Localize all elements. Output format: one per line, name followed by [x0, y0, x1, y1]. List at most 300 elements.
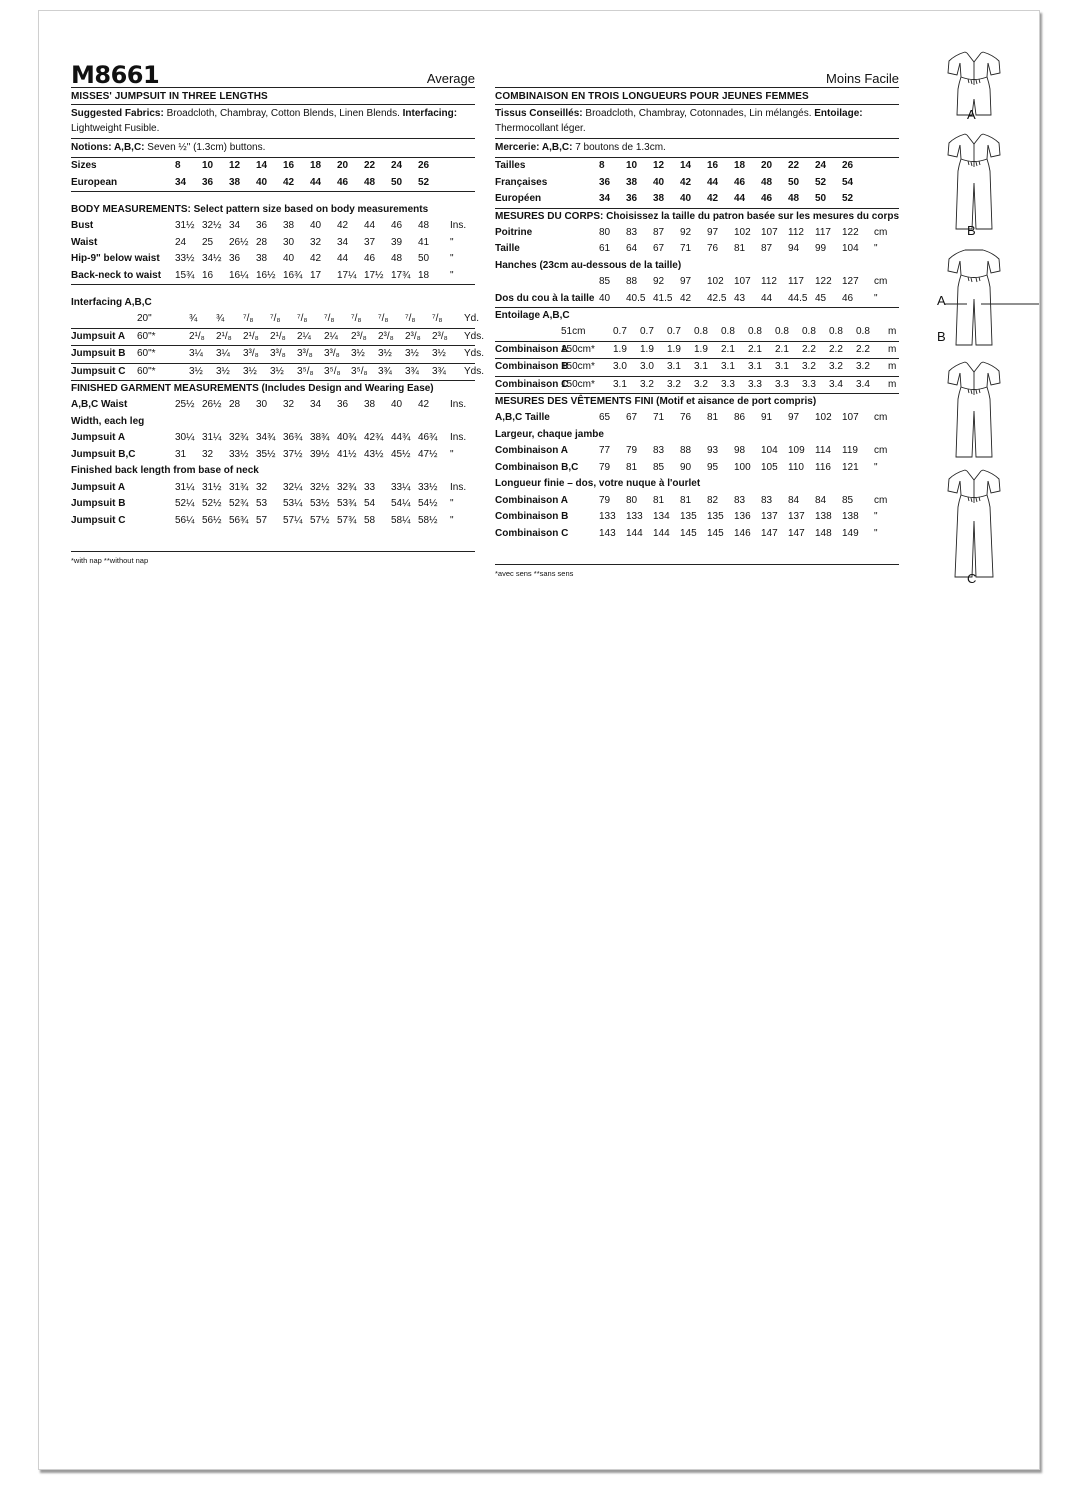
table-cell: 12 [229, 160, 241, 171]
table-row [495, 443, 899, 460]
table-cell: 36 [202, 176, 214, 188]
fabric-width: 60"* [137, 330, 156, 342]
table-cell: 46 [842, 292, 854, 304]
table-cell: 2¼ [297, 330, 311, 342]
row-label: Combinaison B [495, 361, 569, 372]
table-cell: 1.9 [640, 343, 654, 355]
table-row [495, 191, 899, 208]
table-row [71, 175, 475, 192]
table-cell: 28 [256, 236, 268, 248]
table-cell: 58 [364, 514, 376, 526]
table-cell: 24 [175, 236, 187, 248]
table-cell: 32½ [202, 220, 222, 231]
table-cell: 133 [626, 511, 643, 522]
table-cell: 147 [788, 527, 805, 539]
table-cell: 46 [761, 193, 773, 204]
interfacing-text-fr: Thermocollant léger. [495, 123, 586, 134]
table-cell: 39 [391, 236, 403, 248]
figure-letter: A [937, 293, 946, 308]
table-cell: 38 [653, 193, 665, 204]
unit-label: " [450, 253, 454, 264]
table-cell: 33½ [175, 253, 195, 264]
figure-letter: C [967, 571, 977, 586]
table-cell: 83 [761, 494, 773, 506]
table-cell: 36 [229, 253, 241, 264]
row-label: A,B,C Waist [71, 399, 128, 410]
table-cell: 83 [653, 445, 665, 456]
table-cell: 88 [680, 445, 692, 456]
table-cell: 34½ [202, 253, 222, 264]
interfacing-text: Lightweight Fusible. [71, 123, 160, 134]
table-cell: 3.3 [748, 378, 762, 390]
table-cell: 42 [680, 292, 692, 304]
row-label: Combinaison C [495, 527, 569, 539]
notions-text-fr: 7 boutons de 1.3cm. [572, 142, 666, 153]
table-row [71, 430, 475, 447]
table-cell: 110 [788, 461, 804, 473]
table-cell: 57 [256, 514, 268, 526]
table-cell: 0.7 [640, 326, 654, 337]
table-cell: 112 [788, 226, 804, 238]
fabrics-text-fr: Broadcloth, Chambray, Cotonnades, Lin mélangés. [582, 108, 815, 119]
table-cell: 58¼ [391, 514, 411, 526]
table-cell: ⁷/₈ [324, 313, 335, 324]
table-row [495, 377, 899, 394]
table-cell: 85 [653, 461, 665, 473]
fabrics-paragraph-fr [495, 105, 899, 139]
table-cell: 143 [599, 527, 616, 539]
table-cell: 0.8 [775, 326, 789, 337]
table-cell: 38 [626, 176, 638, 188]
table-cell: 40 [283, 253, 295, 264]
table-cell: 40 [599, 292, 611, 304]
table-cell: 2³/₈ [351, 330, 367, 342]
table-cell: 93 [707, 445, 719, 456]
table-row [495, 291, 899, 308]
table-cell: 85 [842, 494, 854, 506]
table-row [495, 274, 899, 291]
table-row [71, 218, 475, 235]
unit-label: cm [874, 226, 888, 238]
table-cell: 41½ [337, 448, 357, 460]
section-title: BODY MEASUREMENTS: Select pattern size based on body measurements [71, 204, 429, 215]
table-cell: 43 [734, 292, 746, 304]
table-cell: 146 [734, 527, 751, 539]
notions-label: Notions: A,B,C: [71, 142, 145, 153]
table-row [71, 268, 475, 285]
fabric-width: 20" [137, 313, 152, 324]
table-cell: 80 [626, 494, 638, 506]
table-cell: 15¾ [175, 269, 195, 281]
interfacing-label-fr: Entoilage: [814, 108, 863, 119]
row-label: Jumpsuit A [71, 330, 126, 342]
table-cell: 99 [815, 243, 827, 254]
table-cell: 83 [626, 226, 638, 238]
table-cell: 31½ [175, 220, 195, 231]
unit-label: Ins. [450, 399, 467, 410]
table-cell: 38 [283, 220, 295, 231]
table-cell: 26 [418, 160, 430, 171]
unit-label: " [450, 514, 454, 526]
row-label: Dos du cou à la taille [495, 292, 595, 304]
table-cell: 76 [680, 412, 692, 423]
table-cell: 2¼ [324, 330, 338, 342]
fabrics-paragraph [71, 105, 475, 139]
table-cell: 52½ [202, 498, 222, 509]
table-cell: 40¾ [337, 432, 357, 443]
table-cell: 71 [653, 412, 665, 423]
table-cell: 3½ [405, 348, 419, 359]
unit-label: m [888, 361, 897, 372]
fabric-width: 60"* [137, 365, 156, 377]
table-cell: 10 [202, 160, 214, 171]
unit-label: cm [874, 276, 888, 287]
table-cell: 98 [734, 445, 746, 456]
table-cell: 0.7 [667, 326, 681, 337]
table-row [71, 158, 475, 175]
table-cell: 3.1 [694, 361, 708, 372]
table-cell: 14 [680, 160, 692, 171]
table-cell: 57¾ [337, 514, 357, 526]
table-cell: 104 [842, 243, 859, 254]
table-cell: 46 [364, 253, 376, 264]
table-cell: 42 [337, 220, 349, 231]
table-cell: 2³/₈ [405, 330, 421, 342]
table-cell: 34 [310, 399, 322, 410]
table-cell: 17¼ [337, 269, 357, 281]
table-cell: 3⁵/₈ [324, 365, 341, 377]
table-cell: 3.2 [640, 378, 654, 390]
table-cell: 137 [761, 511, 778, 522]
table-cell: 32 [310, 236, 322, 248]
table-cell: 53¼ [283, 498, 303, 509]
table-cell: 48 [761, 176, 773, 188]
table-cell: 44 [364, 220, 376, 231]
table-cell: 34¾ [256, 432, 276, 443]
table-cell: 2.2 [802, 343, 816, 355]
table-cell: 25 [202, 236, 214, 248]
table-cell: 42 [310, 253, 322, 264]
table-cell: 82 [707, 494, 719, 506]
table-cell: 107 [761, 226, 778, 238]
table-cell: 79 [599, 494, 611, 506]
table-cell: 56¾ [229, 514, 249, 526]
table-cell: 97 [788, 412, 800, 423]
difficulty-level-fr: Moins Facile [826, 71, 899, 86]
table-cell: 0.8 [856, 326, 870, 337]
table-cell: ⁷/₈ [405, 313, 416, 324]
table-cell: 50 [418, 253, 430, 264]
table-cell: 79 [599, 461, 611, 473]
garment-title-fr: COMBINAISON EN TROIS LONGUEURS POUR JEUNES FEMMES [495, 88, 899, 105]
table-cell: 147 [761, 527, 778, 539]
unit-label: Ins. [450, 432, 467, 443]
table-cell: 17½ [364, 269, 384, 281]
unit-label: Yds. [464, 330, 485, 342]
table-cell: 3¼ [216, 348, 230, 359]
row-label: Jumpsuit B [71, 498, 126, 509]
interfacing-yardage-table-fr [495, 308, 899, 394]
table-cell: 50 [391, 176, 403, 188]
table-cell: 0.8 [829, 326, 843, 337]
table-row [71, 480, 475, 497]
table-cell: 102 [815, 412, 832, 423]
table-cell: 32 [256, 481, 268, 493]
fabrics-text: Broadcloth, Chambray, Cotton Blends, Linen Blends. [163, 108, 403, 119]
row-label: Combinaison B,C [495, 461, 579, 473]
table-cell: 16 [202, 269, 214, 281]
english-column [71, 51, 485, 565]
table-row [71, 346, 485, 364]
table-cell: 18 [734, 160, 746, 171]
row-label: Jumpsuit B,C [71, 448, 136, 460]
table-cell: 3¾ [405, 365, 419, 377]
unit-label: " [874, 243, 878, 254]
table-cell: 97 [680, 276, 692, 287]
table-cell: 42 [283, 176, 295, 188]
table-cell: 0.7 [613, 326, 627, 337]
finished-measurements-table-fr [495, 394, 899, 542]
table-cell: 149 [842, 527, 859, 539]
table-row [71, 235, 475, 252]
table-cell: 36 [256, 220, 268, 231]
table-row [495, 509, 899, 526]
jumpsuit-b-alt-icon [945, 359, 1003, 463]
table-row [495, 324, 899, 342]
footnote: *with nap **without nap [71, 551, 475, 565]
table-cell: 112 [761, 276, 777, 287]
table-cell: 26 [842, 160, 854, 171]
section-title: MESURES DES VÊTEMENTS FINI (Motif et aisance de port compris) [495, 396, 817, 407]
row-label: Jumpsuit B [71, 348, 126, 359]
table-cell: 44.5 [788, 292, 808, 304]
table-cell: 36 [626, 193, 638, 204]
table-cell: 138 [842, 511, 859, 522]
table-cell: 3½ [216, 365, 230, 377]
table-cell: 16¼ [229, 269, 249, 281]
table-cell: 116 [815, 461, 831, 473]
table-cell: 0.8 [802, 326, 816, 337]
table-cell: 10 [626, 160, 638, 171]
row-label: Combinaison A [495, 494, 568, 506]
table-cell: 57¼ [283, 514, 303, 526]
table-cell: ⁷/₈ [378, 313, 389, 324]
row-label: Jumpsuit A [71, 432, 126, 443]
unit-label: Yd. [464, 313, 480, 324]
table-cell: 114 [815, 445, 831, 456]
table-cell: 138 [815, 511, 832, 522]
table-cell: 31¼ [175, 481, 195, 493]
table-cell: 3⁵/₈ [297, 365, 314, 377]
table-cell: 46 [391, 220, 403, 231]
table-cell: 3.2 [856, 361, 870, 372]
table-cell: 50 [788, 176, 800, 188]
row-label: Combinaison C [495, 378, 569, 390]
table-cell: 52 [815, 176, 827, 188]
table-row [71, 397, 475, 414]
table-cell: 145 [707, 527, 724, 539]
table-cell: 109 [788, 445, 805, 456]
table-cell: 57½ [310, 514, 330, 526]
table-cell: 46¾ [418, 432, 438, 443]
table-cell: 38 [229, 176, 241, 188]
table-cell: 45½ [391, 448, 411, 460]
table-cell: 0.8 [748, 326, 762, 337]
table-cell: 3½ [243, 365, 257, 377]
table-cell: 3.4 [829, 378, 843, 390]
table-cell: 32½ [310, 481, 330, 493]
notions-paragraph-fr [495, 139, 899, 158]
row-label: Sizes [71, 160, 97, 171]
table-cell: ¾ [216, 313, 225, 324]
table-cell: 2¹/₈ [270, 330, 286, 342]
table-cell: 36 [337, 399, 349, 410]
table-cell: 37 [364, 236, 376, 248]
table-cell: 44 [734, 193, 746, 204]
unit-label: Yds. [464, 365, 485, 377]
notions-text: Seven ½" (1.3cm) buttons. [144, 142, 266, 153]
french-column [495, 51, 899, 578]
table-cell: 16 [707, 160, 719, 171]
difficulty-level: Average [426, 71, 475, 86]
row-label: Largeur, chaque jambe [495, 428, 604, 440]
table-cell: 1.9 [694, 343, 708, 355]
table-cell: 3¾ [432, 365, 446, 377]
row-label: Tailles [495, 160, 526, 171]
table-cell: 102 [734, 226, 751, 238]
table-cell: ⁷/₈ [243, 313, 254, 324]
unit-label: " [874, 511, 878, 522]
table-cell: 46 [734, 176, 746, 188]
table-cell: 26½ [202, 399, 222, 410]
table-cell: 65 [599, 412, 611, 423]
table-cell: 144 [626, 527, 643, 539]
table-cell: 56½ [202, 514, 222, 526]
table-cell: 32¾ [337, 481, 357, 493]
row-label: Combinaison A [495, 445, 568, 456]
table-cell: 37½ [283, 448, 303, 460]
table-cell: 16¾ [283, 269, 303, 281]
table-cell: 3.2 [694, 378, 708, 390]
table-cell: 3.2 [802, 361, 816, 372]
table-cell: 145 [680, 527, 697, 539]
table-cell: 30¼ [175, 432, 195, 443]
table-cell: 33 [364, 481, 376, 493]
fabric-width: 150cm* [561, 343, 595, 355]
table-row [495, 493, 899, 510]
row-label: Combinaison A [495, 343, 568, 355]
table-cell: 18 [418, 269, 430, 281]
table-cell: 79 [626, 445, 638, 456]
figure-letter: A [967, 107, 976, 122]
table-cell: 40 [653, 176, 665, 188]
table-cell: 40 [310, 220, 322, 231]
unit-label: cm [874, 494, 888, 506]
row-label: Jumpsuit A [71, 481, 126, 493]
table-cell: 107 [842, 412, 859, 423]
table-cell: 86 [734, 412, 746, 423]
row-label: Poitrine [495, 226, 533, 238]
table-row [495, 342, 899, 360]
table-cell: 3.1 [748, 361, 762, 372]
table-cell: ⁷/₈ [297, 313, 308, 324]
notions-label-fr: Mercerie: A,B,C: [495, 142, 573, 153]
unit-label: m [888, 326, 897, 337]
table-cell: 44¾ [391, 432, 411, 443]
section-title: Interfacing A,B,C [71, 297, 152, 308]
table-cell: 34 [175, 176, 187, 188]
table-cell: 102 [707, 276, 724, 287]
table-row [495, 410, 899, 427]
unit-label: cm [874, 412, 888, 423]
table-cell: 36 [599, 176, 611, 188]
table-cell: 3.3 [802, 378, 816, 390]
table-cell: 43½ [364, 448, 384, 460]
section-title: FINISHED GARMENT MEASUREMENTS (Includes Design and Wearing Ease) [71, 383, 434, 394]
table-cell: 90 [680, 461, 692, 473]
interfacing-label: Interfacing: [402, 108, 458, 119]
table-cell: 40 [256, 176, 268, 188]
table-cell: 3½ [351, 348, 365, 359]
english-header [71, 51, 475, 88]
section-title: MESURES DU CORPS: Choisissez la taille du patron basée sur les mesures du corps [495, 210, 900, 222]
table-cell: 31 [175, 448, 187, 460]
table-cell: 94 [788, 243, 800, 254]
table-cell: 25½ [175, 399, 195, 410]
fabric-width: 150cm* [561, 361, 595, 372]
row-label: Hanches (23cm au-dessous de la taille) [495, 259, 682, 271]
table-cell: 144 [653, 527, 670, 539]
table-cell: 80 [599, 226, 611, 238]
table-cell: 88 [626, 276, 638, 287]
table-cell: 3.0 [640, 361, 654, 372]
table-cell: 1.9 [667, 343, 681, 355]
figure-letter: B [937, 329, 946, 344]
table-cell: 53½ [310, 498, 330, 509]
interfacing-yardage-table [71, 295, 485, 381]
pattern-envelope-back [38, 10, 1040, 1470]
table-cell: 84 [815, 494, 827, 506]
table-cell: 54 [842, 176, 854, 188]
table-cell: 38 [256, 253, 268, 264]
table-row [495, 225, 899, 242]
table-cell: 3.2 [829, 361, 843, 372]
table-cell: 135 [680, 511, 697, 522]
table-cell: 42.5 [707, 292, 727, 304]
table-cell: 3³/₈ [270, 348, 286, 359]
table-row [71, 311, 480, 329]
row-label: Finished back length from base of neck [71, 465, 259, 476]
table-cell: 52 [842, 193, 854, 204]
table-cell: 31½ [202, 481, 222, 493]
row-label: Françaises [495, 176, 548, 188]
table-cell: 134 [653, 511, 670, 522]
unit-label: " [874, 292, 878, 304]
table-cell: 122 [815, 276, 832, 287]
table-cell: 14 [256, 160, 268, 171]
table-cell: 105 [761, 461, 778, 473]
jumpsuit-back-view-icon [945, 247, 1039, 351]
row-label: A,B,C Taille [495, 412, 550, 423]
unit-label: " [450, 236, 454, 248]
table-cell: 3⁵/₈ [351, 365, 368, 377]
table-cell: 54 [364, 498, 376, 509]
unit-label: " [450, 269, 454, 281]
table-cell: 34 [599, 193, 611, 204]
table-cell: 2.1 [748, 343, 762, 355]
table-cell: 32 [202, 448, 214, 460]
fabric-width: 60"* [137, 348, 156, 359]
